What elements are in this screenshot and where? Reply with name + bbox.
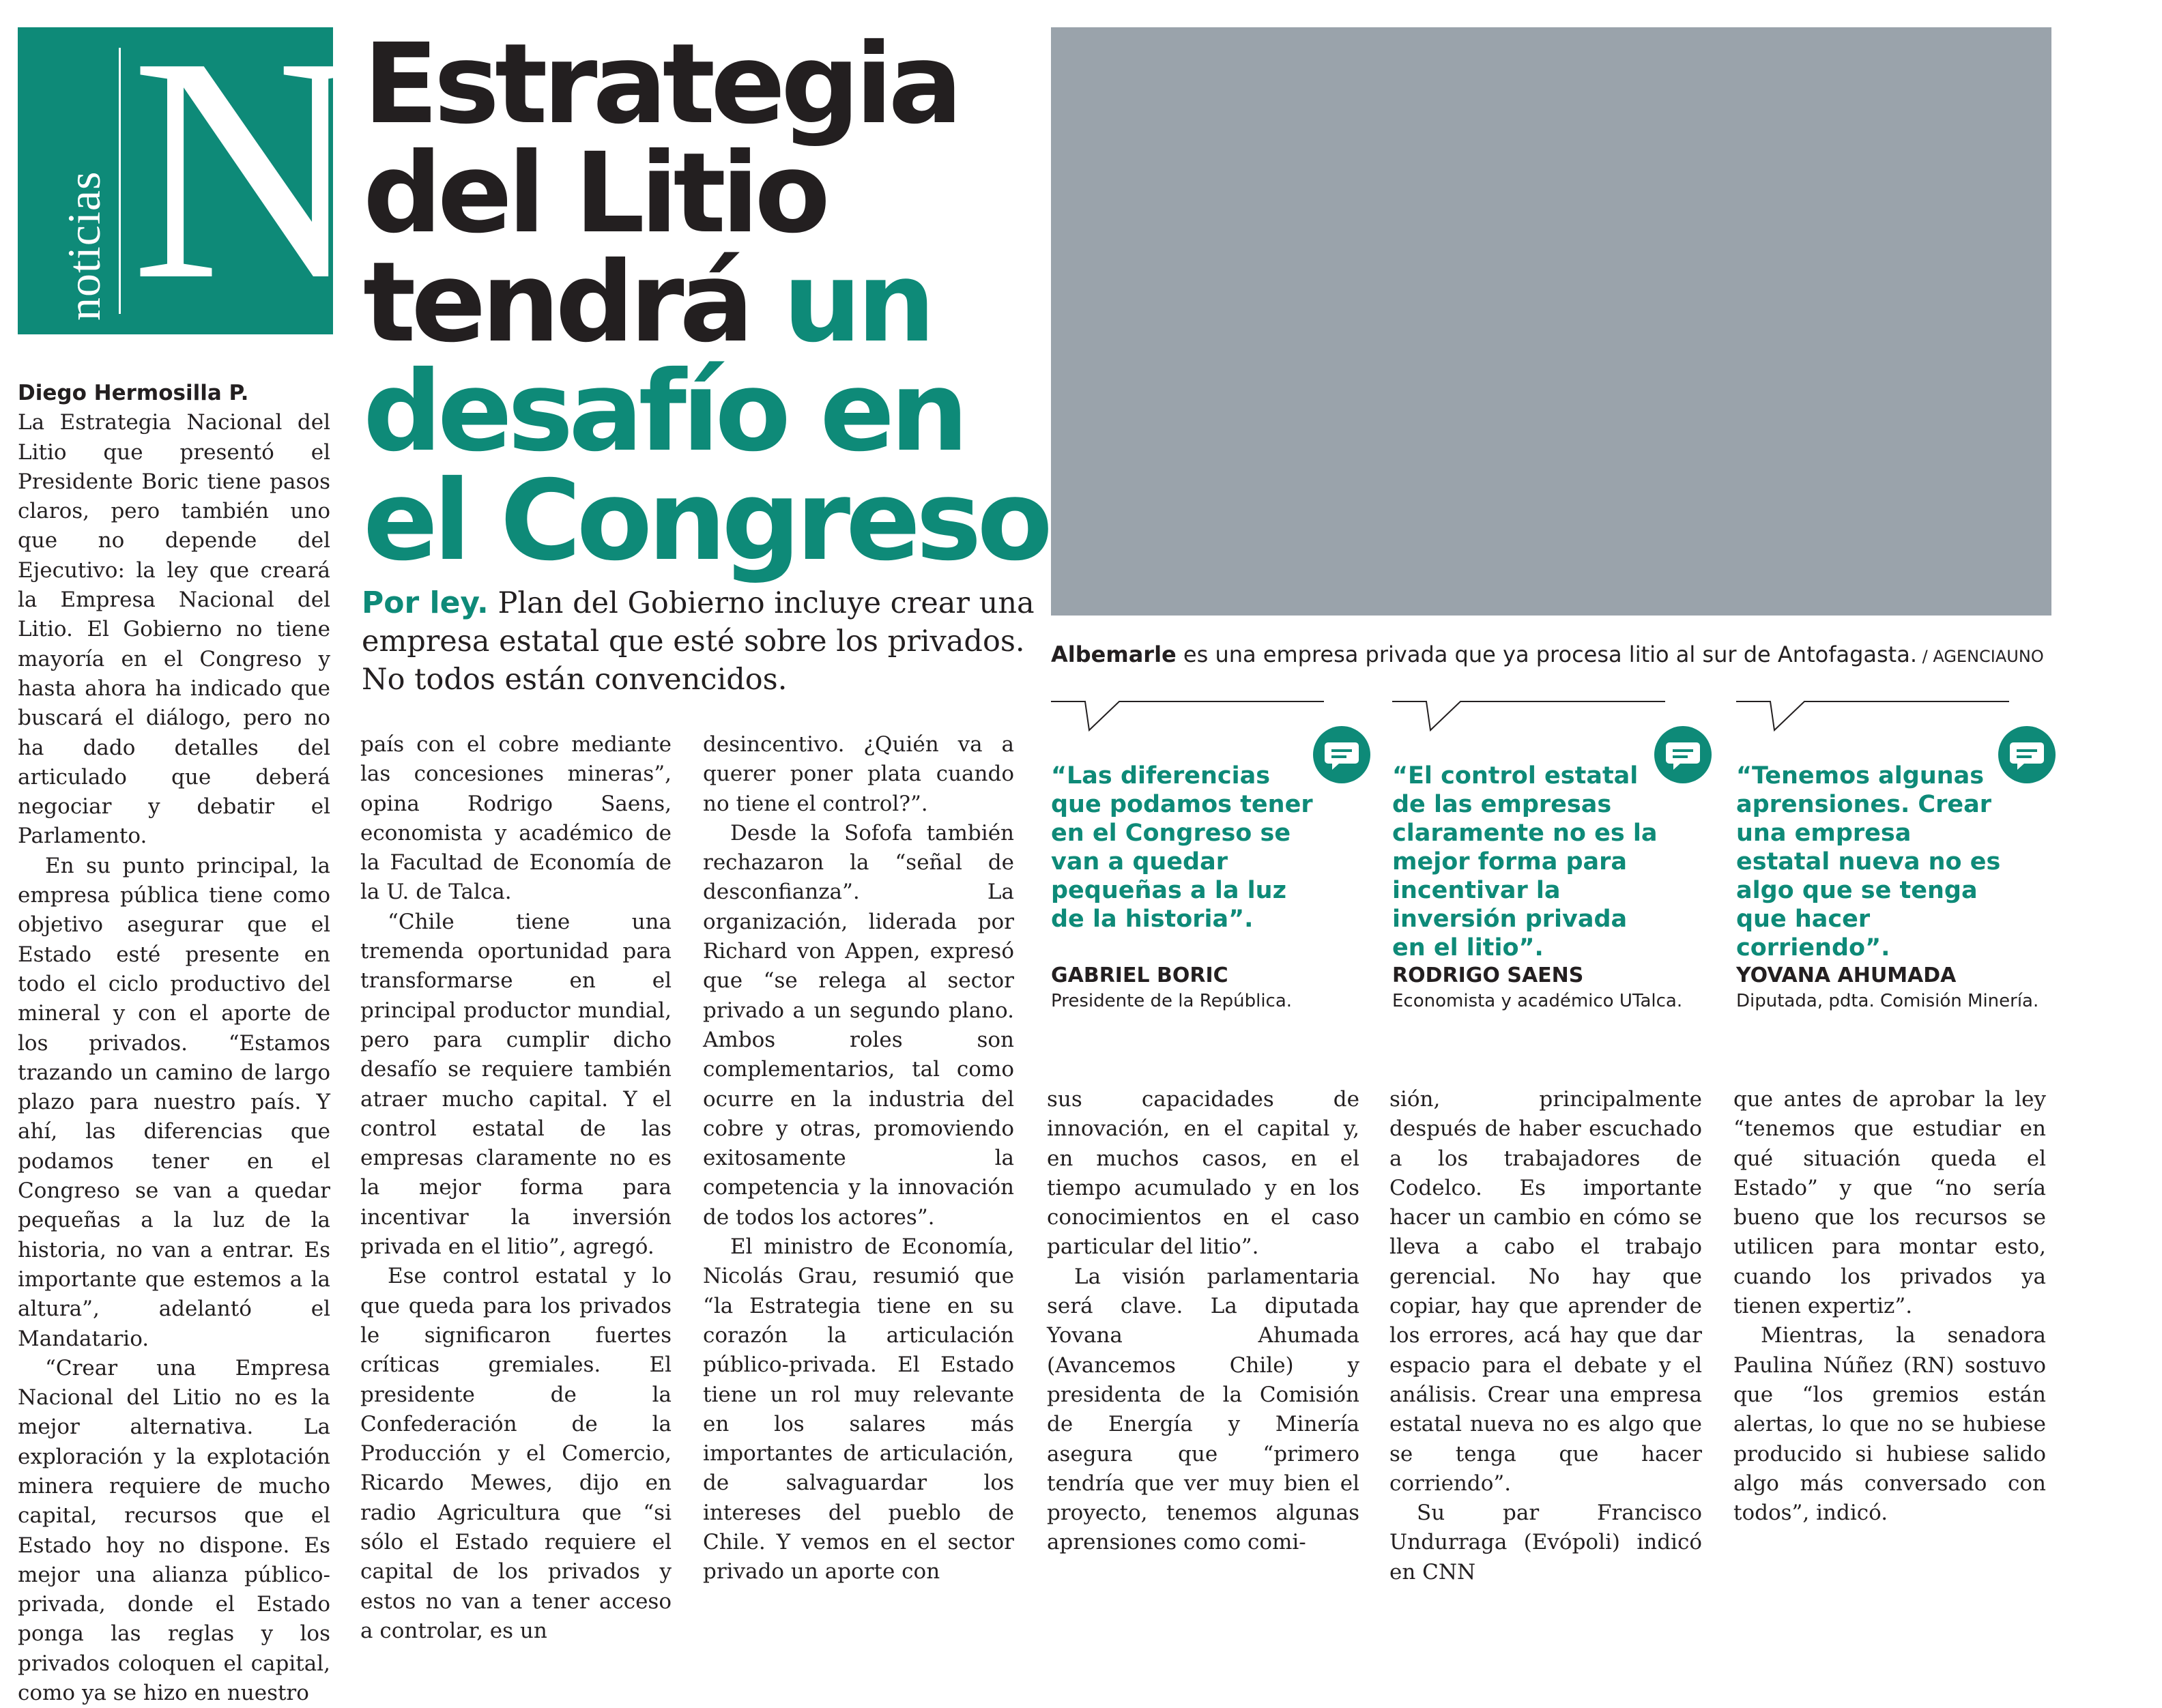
photo-caption — [1051, 641, 2051, 667]
article-column-6 — [1733, 1085, 2046, 1528]
quote-box — [1392, 700, 1712, 1021]
headline-dark: Estrategia del Litio tendrá — [363, 20, 958, 367]
quote-author: GABRIEL BORIC — [1051, 964, 1228, 987]
quote-box — [1051, 700, 1370, 1021]
lead-text: Plan del Gobierno incluye crear una empresa estatal que esté sobre los privados. No todos están convencidos. — [362, 586, 1035, 697]
logo-divider — [119, 48, 121, 314]
quote-role: Diputada, pdta. Comisión Minería. — [1736, 991, 2039, 1011]
article-paragraph: sus capacidades de innovación, en el capital y, en muchos casos, en el tiempo acumulado y en los conocimientos en el caso particular del litio”. — [1047, 1087, 1359, 1260]
photo-credit: / AGENCIAUNO — [1916, 647, 2044, 666]
article-paragraph: desincentivo. ¿Quién va a querer poner plata cuando no tiene el control?”. — [703, 732, 1014, 816]
article-paragraph: país con el cobre mediante las concesiones mineras”, opina Rodrigo Saens, economista y académico de la Facultad de Economía de la U. de Talca. — [360, 732, 672, 905]
section-logo — [18, 0, 363, 346]
article-paragraph: “Crear una Empresa Nacional del Litio no es la mejor alternativa. La exploración y la explotación minera requiere de mucho capital, recursos que el Estado hoy no dispone. Es mejor una alianza público-privada, donde el Estado ponga las reglas y los privados coloquen el capital, como ya se hizo en nuestro — [18, 1355, 330, 1706]
quote-role: Presidente de la República. — [1051, 991, 1293, 1011]
article-paragraph: En su punto principal, la empresa pública tiene como objetivo asegurar que el Estado esté presente en todo el ciclo productivo del mineral y con el aporte de los privados. “Estamos trazando un camino de largo plazo para nuestro país. Y ahí, las diferencias que podamos tener en el Congreso se van a quedar pequeñas a la luz de la historia, no van a entrar. Es importante que estemos a la altura”, adelantó el Mandatario. — [18, 853, 330, 1351]
article-paragraph: La Estrategia Nacional del Litio que presentó el Presidente Boric tiene pasos claros, pero también uno que no depende del Ejecutivo: la ley que creará la Empresa Nacional del Litio. El Gobierno no tiene mayoría en el Congreso y hasta ahora ha indicado que buscará el diálogo, pero no ha dado detalles del articulado que deberá negociar y debatir el Parlamento. — [18, 410, 330, 849]
byline: Diego Hermosilla P. — [18, 381, 249, 405]
lead-kicker: Por ley. — [362, 585, 489, 620]
quote-author: RODRIGO SAENS — [1392, 964, 1584, 987]
quote-role: Economista y académico UTalca. — [1392, 991, 1683, 1011]
quote-text: “Las diferencias que podamos tener en el Congreso se van a quedar pequeñas a la luz de la historia”. — [1051, 762, 1313, 933]
headline-green: un desafío en el Congreso — [363, 239, 1048, 585]
lead — [362, 584, 1044, 699]
article-paragraph: sión, principalmente después de haber escuchado a los trabajadores de Codelco. Es importante hacer un cambio en cómo se lleva a cabo el trabajo gerencial. No hay que copiar, hay que aprender de los errores, acá hay que dar espacio para el debate y el análisis. Crear una empresa estatal nueva no es algo que se tenga que hacer corriendo”. — [1389, 1087, 1702, 1496]
section-name: noticias — [58, 171, 110, 321]
article-paragraph: Su par Francisco Undurraga (Evópoli) indicó en CNN — [1389, 1501, 1702, 1584]
article-column-3 — [703, 730, 1014, 1587]
article-column-1 — [18, 379, 330, 1708]
article-column-5 — [1389, 1085, 1702, 1587]
article-paragraph: Desde la Sofofa también rechazaron la “señal de desconfianza”. La organización, liderada por Richard von Appen, expresó que “se relega al sector privado a un segundo plano. Ambos roles son complementarios, tal como ocurre en la industria del cobre y otras, promoviendo exitosamente la competencia y la innovación de todos los actores”. — [703, 820, 1014, 1230]
article-paragraph: La visión parlamentaria será clave. La diputada Yovana Ahumada (Avancemos Chile) y presidenta de la Comisión de Energía y Minería asegura que “primero tendría que ver muy bien el proyecto, tenemos algunas aprensiones como comi- — [1047, 1264, 1359, 1555]
quote-box — [1736, 700, 2056, 1021]
caption-text: es una empresa privada que ya procesa litio al sur de Antofagasta. — [1176, 641, 1917, 667]
article-column-2 — [360, 730, 672, 1646]
article-column-4 — [1047, 1085, 1359, 1558]
headline — [363, 20, 1052, 585]
section-letter: N — [131, 0, 363, 346]
article-paragraph: “Chile tiene una tremenda oportunidad para transformarse en el principal productor mundial, pero para cumplir dicho desafío se requiere también atraer mucho capital. Y el control estatal de las empresas claramente no es la mejor forma para incentivar la inversión privada en el litio”, agregó. — [360, 909, 672, 1260]
article-paragraph: que antes de aprobar la ley “tenemos que estudiar en qué situación queda el Estado” y que “no sería bueno que los recursos se utilicen para montar esto, cuando los privados ya tienen expertiz”. — [1733, 1087, 2046, 1319]
article-paragraph: El ministro de Economía, Nicolás Grau, resumió que “la Estrategia tiene en su corazón la articulación público-privada. El Estado tiene un rol muy relevante en los salares más importantes de articulación, de salvaguardar los intereses del pueblo de Chile. Y vemos en el sector privado un aporte con — [703, 1234, 1014, 1584]
article-photo — [1051, 27, 2051, 616]
quote-author: YOVANA AHUMADA — [1736, 964, 1957, 987]
quote-text: “Tenemos algunas aprensiones. Crear una empresa estatal nueva no es algo que se tenga que hacer corriendo”. — [1736, 762, 2001, 961]
article-paragraph: Ese control estatal y lo que queda para los privados le significaron fuertes críticas gremiales. El presidente de la Confederación de la Producción y el Comercio, Ricardo Mewes, dijo en radio Agricultura que “si sólo el Estado requiere el capital de los privados y estos no van a tener acceso a controlar, es un — [360, 1264, 672, 1643]
quote-text: “El control estatal de las empresas claramente no es la mejor forma para incentivar la inversión privada en el litio”. — [1392, 762, 1658, 961]
caption-bold: Albemarle — [1051, 641, 1177, 667]
article-paragraph: Mientras, la senadora Paulina Núñez (RN) sostuvo que “los gremios están alertas, lo que no se hubiese producido si hubiese salido algo más conversado con todos”, indicó. — [1733, 1323, 2046, 1526]
